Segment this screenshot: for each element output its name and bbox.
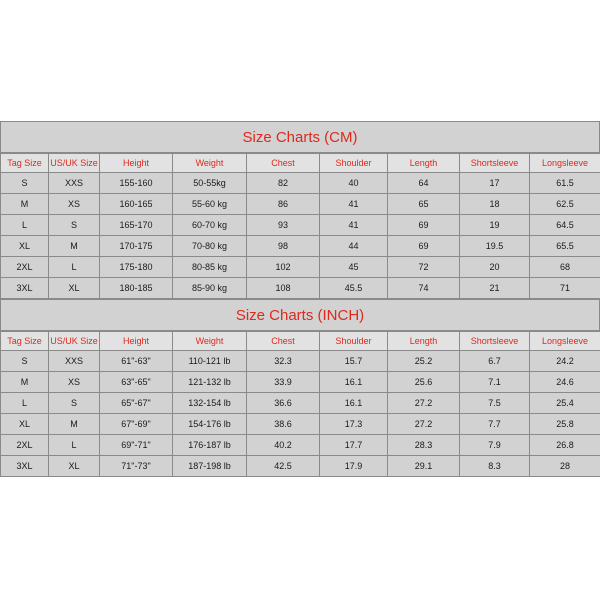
inch-size-table [0, 331, 600, 477]
table-cell: 70-80 kg [173, 236, 247, 257]
table-cell: 69"-71" [100, 435, 173, 456]
table-cell: 155-160 [100, 173, 173, 194]
table-row [1, 372, 600, 393]
table-cell: 16.1 [320, 372, 388, 393]
table-cell: XL [1, 414, 49, 435]
table-cell: 24.2 [530, 351, 600, 372]
table-cell: 82 [247, 173, 320, 194]
table-cell: 2XL [1, 257, 49, 278]
table-cell: 7.5 [460, 393, 530, 414]
table-cell: 64.5 [530, 215, 600, 236]
table-cell: 170-175 [100, 236, 173, 257]
table-cell: 17.3 [320, 414, 388, 435]
table-cell: M [1, 372, 49, 393]
table-cell: 19.5 [460, 236, 530, 257]
table-cell: 2XL [1, 435, 49, 456]
table-cell: 80-85 kg [173, 257, 247, 278]
table-cell: 40.2 [247, 435, 320, 456]
table-cell: 15.7 [320, 351, 388, 372]
column-header: Chest [247, 154, 320, 173]
table-cell: 98 [247, 236, 320, 257]
table-cell: 29.1 [388, 456, 460, 477]
inch-chart-title: Size Charts (INCH) [0, 299, 600, 331]
table-cell: 187-198 lb [173, 456, 247, 477]
table-cell: 24.6 [530, 372, 600, 393]
table-cell: 33.9 [247, 372, 320, 393]
table-cell: 36.6 [247, 393, 320, 414]
table-cell: 16.1 [320, 393, 388, 414]
table-cell: XXS [49, 351, 100, 372]
table-cell: 63"-65" [100, 372, 173, 393]
table-cell: 42.5 [247, 456, 320, 477]
column-header: US/UK Size [49, 332, 100, 351]
table-cell: S [1, 351, 49, 372]
table-cell: S [49, 393, 100, 414]
table-cell: 41 [320, 215, 388, 236]
inch-table-body [1, 332, 600, 477]
column-header: Shortsleeve [460, 154, 530, 173]
table-row [1, 351, 600, 372]
table-cell: 132-154 lb [173, 393, 247, 414]
table-cell: M [1, 194, 49, 215]
table-cell: 71 [530, 278, 600, 299]
table-cell: 154-176 lb [173, 414, 247, 435]
table-cell: 20 [460, 257, 530, 278]
table-cell: 3XL [1, 456, 49, 477]
table-row [1, 456, 600, 477]
table-cell: 25.8 [530, 414, 600, 435]
table-cell: 32.3 [247, 351, 320, 372]
table-cell: 67"-69" [100, 414, 173, 435]
table-row [1, 173, 600, 194]
table-cell: XXS [49, 173, 100, 194]
table-cell: 40 [320, 173, 388, 194]
table-cell: 7.7 [460, 414, 530, 435]
table-cell: L [49, 435, 100, 456]
table-cell: 44 [320, 236, 388, 257]
table-cell: 160-165 [100, 194, 173, 215]
inch-header-row [1, 332, 600, 351]
column-header: Weight [173, 332, 247, 351]
table-cell: 61.5 [530, 173, 600, 194]
table-cell: 176-187 lb [173, 435, 247, 456]
table-cell: 62.5 [530, 194, 600, 215]
table-cell: 27.2 [388, 393, 460, 414]
table-cell: 72 [388, 257, 460, 278]
table-cell: L [1, 215, 49, 236]
table-row [1, 414, 600, 435]
table-cell: 61"-63" [100, 351, 173, 372]
column-header: Chest [247, 332, 320, 351]
table-cell: 65 [388, 194, 460, 215]
table-cell: 108 [247, 278, 320, 299]
table-cell: 41 [320, 194, 388, 215]
column-header: Shortsleeve [460, 332, 530, 351]
table-cell: 86 [247, 194, 320, 215]
column-header: Longsleeve [530, 154, 600, 173]
size-chart-sheet [0, 121, 600, 477]
table-cell: 19 [460, 215, 530, 236]
table-cell: 110-121 lb [173, 351, 247, 372]
table-cell: 165-170 [100, 215, 173, 236]
table-cell: 27.2 [388, 414, 460, 435]
table-row [1, 435, 600, 456]
table-cell: 60-70 kg [173, 215, 247, 236]
table-cell: 7.9 [460, 435, 530, 456]
column-header: Length [388, 332, 460, 351]
table-cell: S [1, 173, 49, 194]
cm-table-body [1, 154, 600, 299]
table-cell: 121-132 lb [173, 372, 247, 393]
table-cell: 17.7 [320, 435, 388, 456]
table-cell: 6.7 [460, 351, 530, 372]
cm-size-table [0, 153, 600, 299]
cm-header-row [1, 154, 600, 173]
table-cell: 85-90 kg [173, 278, 247, 299]
table-cell: 68 [530, 257, 600, 278]
table-cell: 28 [530, 456, 600, 477]
table-cell: XS [49, 372, 100, 393]
table-cell: 18 [460, 194, 530, 215]
table-row [1, 393, 600, 414]
table-cell: M [49, 414, 100, 435]
table-cell: 7.1 [460, 372, 530, 393]
table-row [1, 236, 600, 257]
table-cell: XL [49, 278, 100, 299]
column-header: Tag Size [1, 154, 49, 173]
column-header: US/UK Size [49, 154, 100, 173]
table-cell: 180-185 [100, 278, 173, 299]
table-cell: 93 [247, 215, 320, 236]
table-cell: 38.6 [247, 414, 320, 435]
table-cell: 3XL [1, 278, 49, 299]
table-cell: 74 [388, 278, 460, 299]
table-cell: 65.5 [530, 236, 600, 257]
table-row [1, 278, 600, 299]
column-header: Tag Size [1, 332, 49, 351]
table-row [1, 194, 600, 215]
table-cell: 71"-73" [100, 456, 173, 477]
table-cell: 102 [247, 257, 320, 278]
table-row [1, 215, 600, 236]
table-cell: 45 [320, 257, 388, 278]
table-cell: 69 [388, 215, 460, 236]
table-cell: 175-180 [100, 257, 173, 278]
table-cell: XL [1, 236, 49, 257]
table-cell: XS [49, 194, 100, 215]
table-cell: 64 [388, 173, 460, 194]
table-cell: 65"-67" [100, 393, 173, 414]
column-header: Height [100, 154, 173, 173]
table-row [1, 257, 600, 278]
table-cell: 25.6 [388, 372, 460, 393]
table-cell: 55-60 kg [173, 194, 247, 215]
table-cell: XL [49, 456, 100, 477]
table-cell: 45.5 [320, 278, 388, 299]
table-cell: L [1, 393, 49, 414]
table-cell: M [49, 236, 100, 257]
table-cell: 17 [460, 173, 530, 194]
column-header: Height [100, 332, 173, 351]
column-header: Shoulder [320, 154, 388, 173]
column-header: Shoulder [320, 332, 388, 351]
column-header: Length [388, 154, 460, 173]
table-cell: 50-55kg [173, 173, 247, 194]
table-cell: 17.9 [320, 456, 388, 477]
table-cell: 25.2 [388, 351, 460, 372]
table-cell: 28.3 [388, 435, 460, 456]
table-cell: 25.4 [530, 393, 600, 414]
table-cell: 69 [388, 236, 460, 257]
column-header: Longsleeve [530, 332, 600, 351]
table-cell: 8.3 [460, 456, 530, 477]
table-cell: 26.8 [530, 435, 600, 456]
cm-chart-title: Size Charts (CM) [0, 121, 600, 153]
table-cell: L [49, 257, 100, 278]
table-cell: 21 [460, 278, 530, 299]
column-header: Weight [173, 154, 247, 173]
table-cell: S [49, 215, 100, 236]
